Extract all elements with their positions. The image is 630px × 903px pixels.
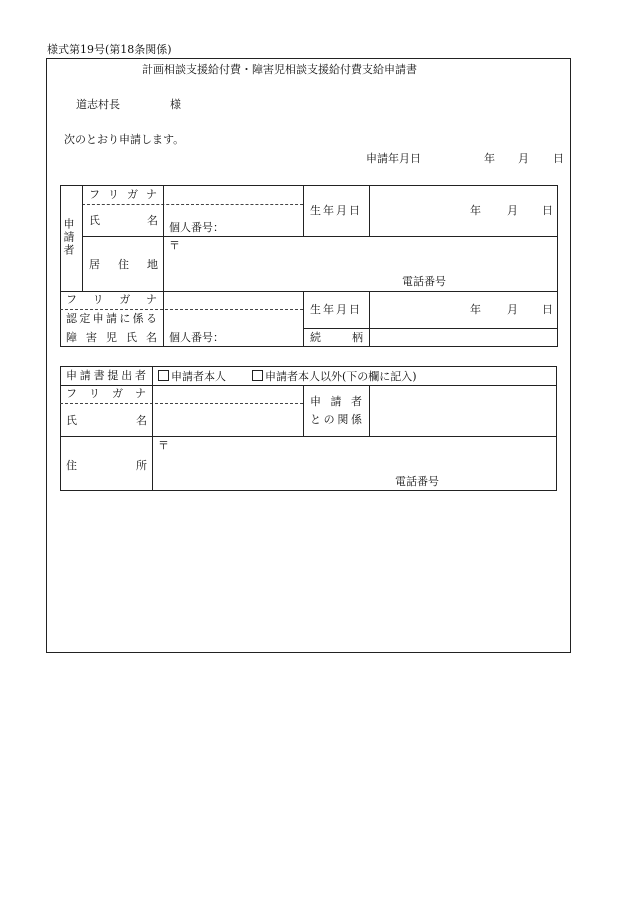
applicant-name-label-2: 名 bbox=[147, 214, 158, 227]
label-char: 関 bbox=[337, 413, 349, 426]
submitter-relation-line2 bbox=[310, 414, 362, 425]
checkbox-self[interactable] bbox=[158, 370, 169, 381]
submitter-relation-line1 bbox=[310, 396, 362, 407]
label-char: 氏 bbox=[126, 331, 137, 344]
label-char: 定 bbox=[79, 312, 91, 325]
applicant-side-label: 申請者 bbox=[62, 218, 75, 257]
child-label-line1 bbox=[66, 313, 157, 324]
label-char: ガ bbox=[112, 387, 123, 400]
label-char: 認 bbox=[66, 312, 77, 325]
child-dob-label: 生年月日 bbox=[310, 303, 362, 316]
child-dob-year: 年 bbox=[470, 303, 481, 316]
label-char: 係 bbox=[132, 312, 144, 325]
addressee-suffix: 様 bbox=[170, 98, 181, 111]
child-dob-month: 月 bbox=[507, 303, 518, 316]
label-char: 申 bbox=[310, 395, 321, 408]
form-frame bbox=[46, 58, 571, 653]
form-number-label: 様式第19号(第18条関係) bbox=[47, 43, 172, 56]
application-date-label: 申請年月日 bbox=[366, 152, 421, 165]
checkbox-other[interactable] bbox=[252, 370, 263, 381]
label-char: 障 bbox=[66, 331, 77, 344]
label-char: フ bbox=[66, 293, 77, 306]
label-char: に bbox=[119, 312, 131, 325]
label-char: ナ bbox=[145, 293, 157, 306]
label-char: 者 bbox=[351, 395, 362, 408]
label-char: の bbox=[323, 413, 335, 426]
addressee-name: 道志村長 bbox=[76, 98, 120, 111]
submitter-label bbox=[66, 370, 146, 381]
applicant-personal-number-label: 個人番号： bbox=[169, 221, 224, 234]
child-label-line2 bbox=[66, 332, 157, 343]
applicant-name-label-1: 氏 bbox=[89, 214, 100, 227]
label-char: 請 bbox=[79, 369, 91, 382]
label-char: 係 bbox=[350, 413, 362, 426]
child-furigana-label bbox=[66, 294, 157, 305]
submitter-furigana-label bbox=[66, 388, 146, 399]
form-title: 計画相談支援給付費・障害児相談支援給付費支給申請書 bbox=[142, 63, 417, 76]
label-char: フ bbox=[66, 387, 77, 400]
submitter-name-label-2: 名 bbox=[136, 414, 147, 427]
submitter-name-label-1: 氏 bbox=[66, 414, 77, 427]
applicant-address-label-1: 居 bbox=[89, 258, 100, 271]
label-char: リ bbox=[89, 387, 100, 400]
applicant-address-label-3: 地 bbox=[147, 258, 158, 271]
child-relationship-label-2: 柄 bbox=[352, 331, 363, 344]
label-char: 者 bbox=[134, 369, 146, 382]
label-char: 児 bbox=[106, 331, 117, 344]
label-char: 申 bbox=[92, 312, 104, 325]
label-char: と bbox=[310, 413, 321, 426]
submitter-postal-mark: 〒 bbox=[158, 439, 169, 452]
label-char: 請 bbox=[105, 312, 117, 325]
applicant-dob-month: 月 bbox=[507, 204, 518, 217]
label-char: リ bbox=[108, 188, 119, 201]
submitter-phone-label: 電話番号 bbox=[395, 475, 439, 488]
label-char: 害 bbox=[86, 331, 97, 344]
submitter-address-label-1: 住 bbox=[66, 459, 77, 472]
applicant-dob-day: 日 bbox=[542, 204, 553, 217]
label-char: ナ bbox=[135, 387, 146, 400]
label-char: 書 bbox=[93, 369, 105, 382]
submitter-option-self[interactable] bbox=[158, 370, 226, 382]
submitter-option-other[interactable] bbox=[252, 370, 417, 382]
label-char: ガ bbox=[119, 293, 131, 306]
label-char: 提 bbox=[107, 369, 119, 382]
application-date-day: 日 bbox=[553, 152, 564, 165]
application-date-month: 月 bbox=[518, 152, 529, 165]
submitter-address-label-2: 所 bbox=[136, 459, 147, 472]
label-char: ガ bbox=[127, 188, 138, 201]
label-char: ナ bbox=[146, 188, 157, 201]
label-char: 名 bbox=[146, 331, 157, 344]
applicant-furigana-label bbox=[89, 189, 157, 200]
child-relationship-label-1: 続 bbox=[310, 331, 321, 344]
application-date-year: 年 bbox=[484, 152, 495, 165]
label-char: 出 bbox=[121, 369, 133, 382]
child-dob-day: 日 bbox=[542, 303, 553, 316]
applicant-dob-label: 生年月日 bbox=[310, 204, 362, 217]
applicant-postal-mark: 〒 bbox=[169, 239, 180, 252]
child-personal-number-label: 個人番号： bbox=[169, 331, 224, 344]
label-char: 請 bbox=[330, 395, 342, 408]
applicant-phone-label: 電話番号 bbox=[402, 275, 446, 288]
label-char: フ bbox=[89, 188, 100, 201]
label-char: 申 bbox=[66, 369, 77, 382]
submitter-option-self-label: 申請者本人 bbox=[171, 370, 226, 383]
label-char: る bbox=[145, 312, 157, 325]
intro-text: 次のとおり申請します。 bbox=[64, 133, 185, 146]
applicant-address-label-2: 住 bbox=[118, 258, 129, 271]
submitter-option-other-label: 申請者本人以外(下の欄に記入) bbox=[265, 370, 417, 383]
applicant-dob-year: 年 bbox=[470, 204, 481, 217]
label-char: リ bbox=[92, 293, 104, 306]
